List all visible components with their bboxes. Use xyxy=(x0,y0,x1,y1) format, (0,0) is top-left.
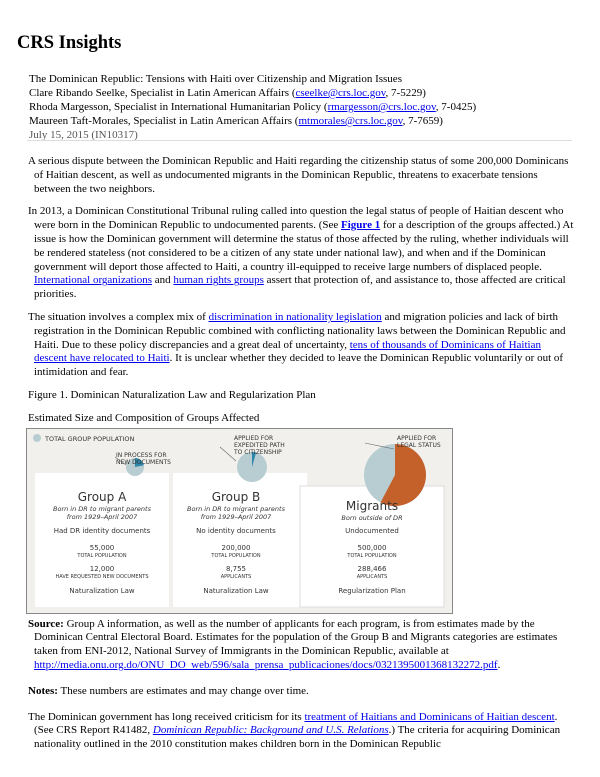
group-b-status: No identity documents xyxy=(196,526,276,535)
group-a-count: 12,000 xyxy=(89,564,115,573)
group-b-callout: APPLIED FOR EXPEDITED PATH TO CITIZENSHIP xyxy=(234,434,285,456)
migrants-callout: APPLIED FOR LEGAL STATUS xyxy=(397,434,441,449)
group-a-sub: from 1929–April 2007 xyxy=(66,512,138,521)
author-email-link[interactable]: mtmorales@crs.loc.gov xyxy=(298,115,403,127)
group-b-pie xyxy=(237,452,267,482)
migrants-pop-label: TOTAL POPULATION xyxy=(347,552,397,559)
author-email-link[interactable]: rmargesson@crs.loc.gov xyxy=(327,101,436,113)
author-line: Rhoda Margesson, Specialist in International Humanitarian Policy (rmargesson@crs.loc.gov, 7-0425) xyxy=(29,101,477,113)
legend-swatch-icon xyxy=(33,434,41,442)
group-a-count-label: HAVE REQUESTED NEW DOCUMENTS xyxy=(55,573,149,580)
discrimination-link[interactable]: discrimination in nationality legislation xyxy=(208,310,382,323)
migrants-sub: Born outside of DR xyxy=(341,513,403,522)
report-date: July 15, 2015 (IN10317) xyxy=(29,129,138,141)
brand-title: CRS Insights xyxy=(17,33,122,53)
report-title: The Dominican Republic: Tensions with Haiti over Citizenship and Migration Issues xyxy=(29,73,402,85)
legend-label: TOTAL GROUP POPULATION xyxy=(45,434,135,443)
group-a-program: Naturalization Law xyxy=(69,586,135,595)
group-b-sub: Born in DR to migrant parents xyxy=(187,504,285,513)
group-b-pop-label: TOTAL POPULATION xyxy=(211,552,261,559)
human-rights-groups-link[interactable]: human rights groups xyxy=(173,274,264,287)
group-b-count: 8,755 xyxy=(225,564,247,573)
group-a-status: Had DR identity documents xyxy=(53,526,151,535)
report-header xyxy=(29,72,476,142)
treatment-link[interactable]: treatment of Haitians and Dominicans of Haitian descent xyxy=(304,710,555,723)
figure-1-link[interactable]: Figure 1 xyxy=(341,219,381,232)
infographic-svg xyxy=(27,429,452,613)
migrants-count: 288,466 xyxy=(357,564,387,573)
group-b-program: Naturalization Law xyxy=(203,586,269,595)
migrants-title: Migrants xyxy=(345,498,399,513)
group-b-count-label: APPLICANTS xyxy=(220,573,252,580)
paragraph-situation: The situation involves a complex mix of discrimination in nationality legislation and migration policies and lack of birth registration in the Dominican Republic combined with conflicting nationality laws between the Dominican Republic and Haiti. Due to these policy discrepancies and a great deal of uncertainty, tens of thousands of Dominicans of Haitian descent have relocated to Haiti. It is unclear whether they decided to leave the Dominican Republic voluntarily or out of intimidation and fear. xyxy=(28,310,566,379)
group-b-sub: from 1929–April 2007 xyxy=(200,512,272,521)
group-a-title: Group A xyxy=(77,489,127,504)
figure-notes: Notes: These numbers are estimates and may change over time. xyxy=(28,684,309,697)
source-pdf-link[interactable]: http://media.onu.org.do/ONU_DO_web/596/sala_prensa_publicaciones/docs/0321395001368132272.pdf xyxy=(34,658,498,671)
migrants-pop: 500,000 xyxy=(357,543,387,552)
group-b-title: Group B xyxy=(211,489,261,504)
relocated-link[interactable]: tens of thousands of Dominicans of Haitian descent have relocated to Haiti xyxy=(34,338,541,365)
paragraph-intro: A serious dispute between the Dominican Republic and Haiti regarding the citizenship status of some 200,000 Dominicans of Haitian descent, as well as undocumented migrants in the Dominican Republic, threatens to exacerbate tensions between the two neighbors. xyxy=(28,155,569,195)
figure-subtitle: Estimated Size and Composition of Groups Affected xyxy=(28,411,260,424)
author-line: Clare Ribando Seelke, Specialist in Latin American Affairs (cseelke@crs.loc.gov, 7-5229) xyxy=(29,87,426,99)
migrants-pie xyxy=(364,444,426,506)
paragraph-treatment: The Dominican government has long received criticism for its treatment of Haitians and Dominicans of Haitian descent. (See CRS Report R41482, Dominican Republic: Background and U.S. Relations.) The criteria for acquiring Dominican nationality outlined in the 2010 constitution makes children born in the Dominican Republic xyxy=(28,710,561,751)
paragraph-ruling: In 2013, a Dominican Constitutional Tribunal ruling called into question the legal status of people of Haitian descent who were born in the Dominican Republic to undocumented parents. (See Figure 1 for a description of the groups affected.) At issue is how the Dominican government will determine the status of those affected by the ruling, whether individuals will be rendered stateless (not considered to be a citizen of any state under national law), and when and if the Dominican government will deport those affected to Haiti, a country ill-equipped to receive large numbers of displaced people. International organizations and human rights groups assert that protection of, and assistance to, those affected are critical priorities. xyxy=(28,205,574,301)
group-a-pop-label: TOTAL POPULATION xyxy=(77,552,127,559)
figure-source: Source: Group A information, as well as the number of applicants for each program, is from estimates made by the Dominican Central Electoral Board. Estimates for the population of the Group B and Migrants categories are estimates taken from ENI-2012, National Survey of Immigrants in the Dominican Republic, available at http://media.onu.org.do/ONU_DO_web/596/sala_prensa_publicaciones/docs/0321395001368132272.pdf. xyxy=(28,617,558,671)
migrants-program: Regularization Plan xyxy=(338,586,406,595)
infographic xyxy=(26,428,453,614)
group-b-pop: 200,000 xyxy=(221,543,251,552)
header-divider xyxy=(27,140,572,141)
group-a-callout: IN PROCESS FOR NEW DOCUMENTS xyxy=(116,451,171,466)
group-a-sub: Born in DR to migrant parents xyxy=(53,504,151,513)
author-line: Maureen Taft-Morales, Specialist in Latin American Affairs (mtmorales@crs.loc.gov, 7-7659) xyxy=(29,115,443,127)
migrants-count-label: APPLICANTS xyxy=(356,573,388,580)
author-email-link[interactable]: cseelke@crs.loc.gov xyxy=(295,87,386,99)
international-organizations-link[interactable]: International organizations xyxy=(34,274,153,287)
group-a-pop: 55,000 xyxy=(89,543,115,552)
article-body xyxy=(28,155,576,761)
crs-report-link[interactable]: Dominican Republic: Background and U.S. Relations xyxy=(152,724,389,737)
figure-caption: Figure 1. Dominican Naturalization Law and Regularization Plan xyxy=(28,388,316,401)
migrants-status: Undocumented xyxy=(345,526,399,535)
